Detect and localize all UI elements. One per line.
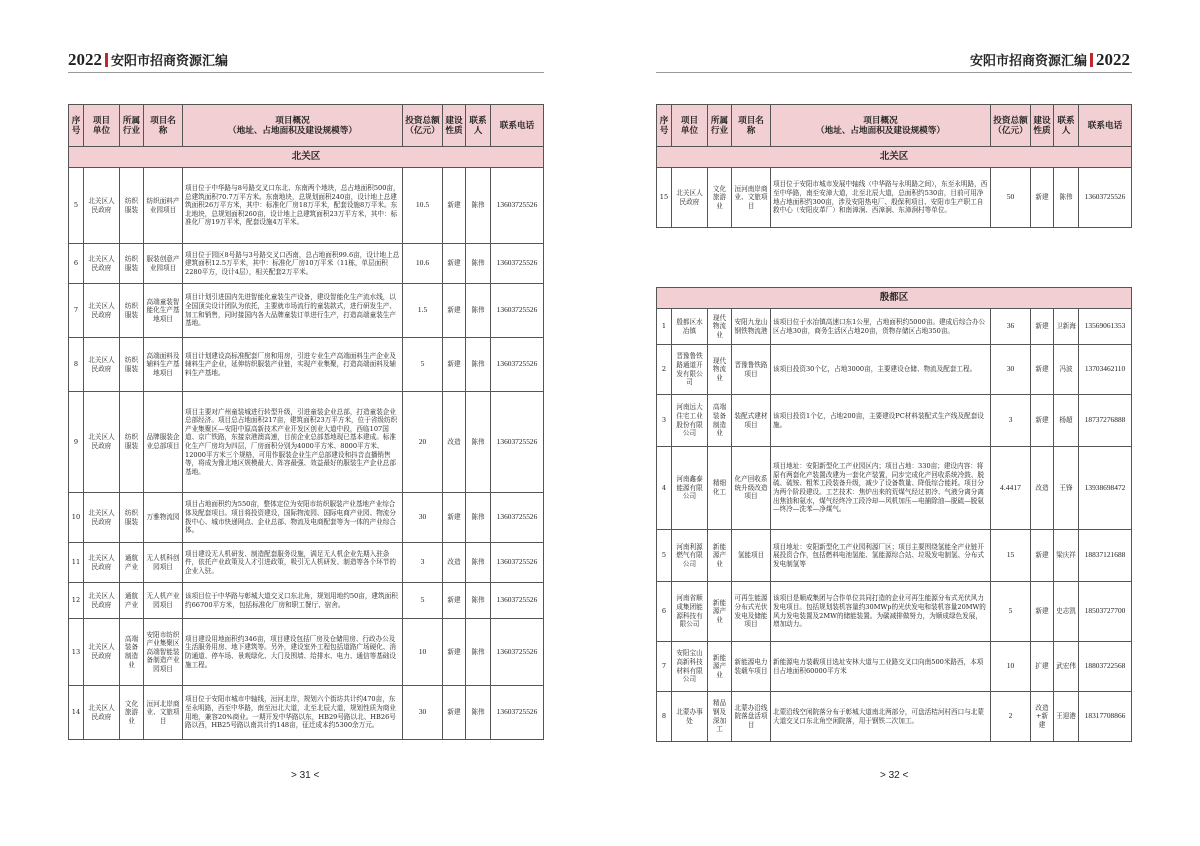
row-industry: 文化旅游业	[708, 168, 732, 228]
row-industry: 纺织服装	[120, 168, 144, 244]
row-unit: 安阳宝山高新科技材料有限公司	[672, 642, 708, 692]
row-industry: 纺织服装	[120, 244, 144, 284]
table-row	[69, 284, 544, 338]
row-nature: 新建	[1031, 395, 1054, 447]
row-investment: 10.6	[403, 244, 443, 284]
row-seq: 4	[657, 447, 672, 530]
col-seq-header: 序 号	[69, 105, 84, 147]
row-investment: 20	[403, 392, 443, 493]
right-header-year: 2022	[1096, 50, 1130, 69]
row-nature: 新建	[1031, 309, 1054, 345]
row-phone: 13603725526	[491, 338, 544, 392]
row-contact: 陈伟	[466, 338, 491, 392]
row-unit: 殷都区水冶镇	[672, 309, 708, 345]
col-industry-header: 所属 行业	[708, 105, 732, 147]
row-project-name: 安阳九龙山钢铁物流港	[732, 309, 771, 345]
row-seq: 11	[69, 543, 84, 583]
row-nature: 新建	[443, 338, 466, 392]
row-investment: 10	[991, 642, 1031, 692]
row-phone: 13603725526	[491, 543, 544, 583]
row-description: 项目建设用地面积约346亩，项目建设包括厂房及仓储用房、行政办公及生活服务用房、地下建筑等。另外，建设室外工程包括道路广场硬化、消防通道、停车场、景观绿化、大门及围墙、给排水、电力、通信等基础设施工程。	[183, 619, 403, 686]
row-contact: 陈伟	[466, 244, 491, 284]
col-phone-header: 联系电话	[491, 105, 544, 147]
col-contact-header: 联系人	[466, 105, 491, 147]
section-row	[69, 147, 544, 168]
row-description: 该项目投资1个亿，占地200亩，主要建设PC材料装配式生产线及配套设施。	[771, 395, 991, 447]
row-unit: 北关区人民政府	[84, 168, 120, 244]
table-row	[69, 168, 544, 244]
row-investment: 30	[991, 345, 1031, 395]
table-row	[69, 619, 544, 686]
row-industry: 现代物流业	[708, 309, 732, 345]
row-phone: 13603725526	[491, 619, 544, 686]
row-industry: 精品钢及深加工	[708, 692, 732, 742]
row-seq: 12	[69, 583, 84, 619]
row-nature: 新建	[443, 583, 466, 619]
table-row	[69, 338, 544, 392]
row-investment: 5	[991, 582, 1031, 642]
row-unit: 河南省顺成集团能源科技有限公司	[672, 582, 708, 642]
row-phone: 18503727700	[1079, 582, 1132, 642]
row-nature: 改造+新建	[1031, 692, 1054, 742]
row-seq: 8	[69, 338, 84, 392]
row-description: 项目位于中华路与8号路交叉口东北、东南两个地块，总占地面积500亩，总建筑面积70.7万平方米。东南地块，总规划面积240亩，设计地上总建筑面积26万平方米，其中：标准化厂房18万平米，配套设施8万平米。东北地块，总规划面积260亩，设计地上总建筑面积23万平方米，其中：标准化厂房19万平米，配套设施4万平米。	[183, 168, 403, 244]
row-project-name: 安阳市纺织产业集聚区高端智能装备制造产业园项目	[144, 619, 183, 686]
col-nature-header: 建设 性质	[1031, 105, 1054, 147]
row-unit: 河南鑫泰能源有限公司	[672, 447, 708, 530]
col-name-header: 项目名称	[732, 105, 771, 147]
row-nature: 新建	[1031, 168, 1054, 228]
row-description: 该项目投资30个亿，占地3000亩，主要建设仓储、物流及配套工程。	[771, 345, 991, 395]
row-investment: 2	[991, 692, 1031, 742]
table-header-row	[69, 105, 544, 147]
table-row	[69, 392, 544, 493]
row-unit: 北关区人民政府	[84, 392, 120, 493]
row-contact: 陈伟	[466, 392, 491, 493]
row-investment: 15	[991, 530, 1031, 582]
header-divider	[105, 53, 108, 67]
row-project-name: 装配式建材项目	[732, 395, 771, 447]
col-seq-header: 序 号	[657, 105, 672, 147]
row-contact: 陈伟	[466, 619, 491, 686]
row-project-name: 化产回收系统升级改造项目	[732, 447, 771, 530]
row-phone: 18803722568	[1079, 642, 1132, 692]
row-project-name: 氢能项目	[732, 530, 771, 582]
row-contact: 陈伟	[466, 543, 491, 583]
row-description: 项目计划引进国内先进智能化童装生产设备，建设智能化生产流水线，以全国顶尖设计团队为依托，主要就市场流行的童装款式，进行研发生产、加工和销售，同时接国内各大品牌童装订单进行生产，打造高端童装生产基地。	[183, 284, 403, 338]
col-unit-header: 项目 单位	[672, 105, 708, 147]
col-name-header: 项目名称	[144, 105, 183, 147]
row-phone: 13603725526	[491, 284, 544, 338]
row-phone: 13938698472	[1079, 447, 1132, 530]
row-contact: 陈伟	[1054, 168, 1079, 228]
row-project-name: 品牌服装企业总部项目	[144, 392, 183, 493]
row-seq: 10	[69, 493, 84, 543]
row-phone: 18317708866	[1079, 692, 1132, 742]
row-description: 项目主要对广州童装城进行转型升级，引进童装企业总部，打造童装企业总部经济。项目总占地面积217亩，建筑面积23万平方米，位于省级纺织产业集聚区—安阳中原高新技术产业开发区创业大道中段，西临107国道、京广铁路，东接京港澳高速，目前企业总部基地现已基本建成。标准化生产厂房均为四层，厂房面积分别为4000平方米、8000平方米、12000平方米三个规格，可用作服装企业生产总部建设和抖音直播销售等，将成为豫北地区规模最大、阵容最强、效益最好的服装生产企业总部基地。	[183, 392, 403, 493]
col-desc-header: 项目概况 （地址、占地面积及建设规模等）	[183, 105, 403, 147]
row-industry: 精细化工	[708, 447, 732, 530]
row-investment: 5	[403, 583, 443, 619]
row-unit: 北关区人民政府	[84, 338, 120, 392]
table-header-row	[657, 105, 1132, 147]
row-nature: 新建	[443, 686, 466, 740]
section-title: 殷都区	[657, 288, 1132, 309]
row-project-name: 服装创意产业园项目	[144, 244, 183, 284]
table-row	[657, 642, 1132, 692]
row-unit: 北关区人民政府	[84, 284, 120, 338]
row-nature: 新建	[443, 619, 466, 686]
table-row	[657, 309, 1132, 345]
row-phone: 13569061353	[1079, 309, 1132, 345]
row-investment: 5	[403, 338, 443, 392]
row-seq: 14	[69, 686, 84, 740]
row-investment: 10	[403, 619, 443, 686]
row-unit: 北关区人民政府	[84, 493, 120, 543]
col-unit-header: 项目 单位	[84, 105, 120, 147]
right-top-project-table	[656, 104, 1132, 228]
section-title: 北关区	[657, 147, 1132, 168]
row-seq: 15	[657, 168, 672, 228]
row-nature: 改造	[443, 392, 466, 493]
left-running-header	[68, 50, 228, 70]
row-contact: 陈伟	[466, 168, 491, 244]
row-description: 项目位于园区8号路与3号路交叉口西南，总占地面积99.6亩，设计地上总建筑面积12.5万平米，其中：标准化厂房10万平米（11栋，单层面积2280平方，设计4层），相关配套2万平米。	[183, 244, 403, 284]
row-seq: 6	[69, 244, 84, 284]
row-description: 该项目位于中华路与彰城大道交叉口东北角，规划用地约50亩，建筑面积约66700平方米，包括标准化厂房和职工餐厅、宿舍。	[183, 583, 403, 619]
row-unit: 北关区人民政府	[84, 543, 120, 583]
right-header-rule	[656, 72, 1132, 73]
row-investment: 3	[991, 395, 1031, 447]
row-description: 项目位于安阳市城市中轴线，洹河北岸，规划六个街坊共计约470亩，东至永明路，西至中华路，南至洹北大道，北至北辰大道，规划性质为商业用地，兼容20%商业。一期开发中华路以东，HB29号路以北、HB26号路以西，HB25号路以南共计约148亩，征迁成本约5300余万元。	[183, 686, 403, 740]
row-investment: 36	[991, 309, 1031, 345]
row-seq: 6	[657, 582, 672, 642]
row-contact: 王锋	[1054, 447, 1079, 530]
row-contact: 陈伟	[466, 583, 491, 619]
row-contact: 杨超	[1054, 395, 1079, 447]
row-project-name: 可再生能源分布式光伏发电及储能项目	[732, 582, 771, 642]
row-nature: 新建	[443, 493, 466, 543]
table-row	[657, 530, 1132, 582]
table-row	[657, 395, 1132, 447]
left-header-rule	[68, 72, 544, 73]
row-seq: 9	[69, 392, 84, 493]
table-row	[657, 692, 1132, 742]
row-industry: 新能源产业	[708, 582, 732, 642]
left-header-year: 2022	[68, 50, 102, 69]
row-contact: 王迎港	[1054, 692, 1079, 742]
table-row	[69, 244, 544, 284]
section-row	[657, 147, 1132, 168]
row-phone: 13603725526	[1079, 168, 1132, 228]
row-description: 项目地址：安阳新型化工产业园利源厂区；项目主要围绕氢能全产业链开展投资合作，包括燃料电池氢能、氢能源综合站、垃圾发电制氢、分布式发电制氢等	[771, 530, 991, 582]
col-invest-header: 投资总额 （亿元）	[403, 105, 443, 147]
row-phone: 13603725526	[491, 244, 544, 284]
row-nature: 新建	[443, 284, 466, 338]
row-phone: 13603725526	[491, 168, 544, 244]
row-description: 该项目是顺成集团与合作单位共同打造的企业可再生能源分布式光伏风力发电项目。包括规划装机容量约30MWp的光伏发电和装机容量20MW的风力发电装置及2MW的储能装置。为碳减排做努力，为顺成绿色发展，增加动力。	[771, 582, 991, 642]
row-description: 项目位于安阳市城市发展中轴线（中华路与永明路之间），东至永明路，西至中华路，南至安漳大道，北至北辰大道，总面积约530亩，目前可用净地占地面积约300亩，涉及安阳热电厂、殷保利项目、安阳市生产职工自救中心（安阳皮革厂）和南漳涧、西漳涧、东漳涧村等单位。	[771, 168, 991, 228]
row-contact: 陈伟	[466, 284, 491, 338]
row-contact: 陈伟	[466, 493, 491, 543]
row-seq: 7	[69, 284, 84, 338]
row-investment: 4.4417	[991, 447, 1031, 530]
row-contact: 武宏伟	[1054, 642, 1079, 692]
row-nature: 新建	[1031, 582, 1054, 642]
table-row	[69, 493, 544, 543]
row-nature: 新建	[1031, 345, 1054, 395]
row-description: 北蒙沿线空闲院落分布于彰城大道南北两部分，可盘活桔河村西口与北蒙大道交叉口东北角空闲院落，用于钢铁二次加工。	[771, 692, 991, 742]
row-seq: 5	[657, 530, 672, 582]
row-nature: 新建	[1031, 530, 1054, 582]
row-description: 项目地址：安阳新型化工产业园区内；项目占地：330亩；建设内容：将原有两套化产装置改建为一套化产装置，同步完成化产回收系统冷鼓、脱硫、硫铵、粗苯工段装备升级，减少了设备数量、降低综合能耗。项目分为两个阶段建设。工艺技术：焦炉出来的荒煤气经过初冷、气液分离分离出焦油和氨水，煤气经终冷工段冷却—风机加压—电捕除油—脱硫—脱氨—终冷—洗苯—净煤气。	[771, 447, 991, 530]
left-header-title: 安阳市招商资源汇编	[111, 54, 229, 69]
section-title: 北关区	[69, 147, 544, 168]
row-nature: 改造	[443, 543, 466, 583]
row-project-name: 高端童装智能化生产基地项目	[144, 284, 183, 338]
table-row	[657, 168, 1132, 228]
row-industry: 新能源产业	[708, 530, 732, 582]
row-investment: 30	[403, 493, 443, 543]
row-investment: 3	[403, 543, 443, 583]
row-investment: 10.5	[403, 168, 443, 244]
row-phone: 13703462110	[1079, 345, 1132, 395]
row-industry: 文化旅游业	[120, 686, 144, 740]
row-unit: 北关区人民政府	[84, 583, 120, 619]
row-description: 项目占地面积约为550亩，整体定位为安阳市纺织服装产业基地产业综合体及配套项目。项目将投资建设，国际物流园、国际电商产业园、物流分拨中心、城市快递网点、企业总部、物流及电商配套等为一体的产业综合体。	[183, 493, 403, 543]
row-phone: 18737276888	[1079, 395, 1132, 447]
left-page-number: > 31 <	[291, 770, 320, 781]
row-investment: 30	[403, 686, 443, 740]
row-project-name: 洹河北岸商业、文旅项目	[144, 686, 183, 740]
row-industry: 纺织服装	[120, 392, 144, 493]
row-phone: 13603725526	[491, 583, 544, 619]
row-phone: 13603725526	[491, 392, 544, 493]
row-project-name: 高端面料及辅料生产基地项目	[144, 338, 183, 392]
row-industry: 高端装备制造业	[708, 395, 732, 447]
row-unit: 河南利源燃气有限公司	[672, 530, 708, 582]
row-phone: 18837121688	[1079, 530, 1132, 582]
row-industry: 高端装备制造业	[120, 619, 144, 686]
row-seq: 8	[657, 692, 672, 742]
row-project-name: 纺织面料产业园项目	[144, 168, 183, 244]
row-description: 新能源电力装载项目选址安林大道与工业路交叉口向南500米路西，本项目占地面积60000平方米	[771, 642, 991, 692]
row-industry: 纺织服装	[120, 493, 144, 543]
row-seq: 3	[657, 395, 672, 447]
row-unit: 北关区人民政府	[84, 686, 120, 740]
row-contact: 陈伟	[466, 686, 491, 740]
row-project-name: 新能源电力装载车项目	[732, 642, 771, 692]
table-row	[69, 583, 544, 619]
header-divider	[1090, 53, 1093, 67]
row-phone: 13603725526	[491, 686, 544, 740]
row-seq: 7	[657, 642, 672, 692]
right-bottom-project-table	[656, 287, 1132, 742]
row-industry: 通航产业	[120, 583, 144, 619]
table-row	[657, 447, 1132, 530]
right-running-header	[970, 50, 1130, 70]
row-seq: 13	[69, 619, 84, 686]
row-nature: 新建	[443, 168, 466, 244]
row-investment: 1.5	[403, 284, 443, 338]
col-phone-header: 联系电话	[1079, 105, 1132, 147]
col-nature-header: 建设 性质	[443, 105, 466, 147]
row-industry: 纺织服装	[120, 284, 144, 338]
row-unit: 晋豫鲁铁路通道开发有限公司	[672, 345, 708, 395]
row-nature: 新建	[443, 244, 466, 284]
row-description: 该项目位于水冶镇高速口东1公里，占地面积约5000亩。建成后综合办公区占地30亩，商务生活区占地20亩，货物存储区占地350亩。	[771, 309, 991, 345]
row-description: 项目建设无人机研发、制造配套服务设施，满足无人机企业先期入驻条件，依托产业政策及人才引进政策，吸引无人机研发、制造等各个环节的企业入驻。	[183, 543, 403, 583]
row-project-name: 晋豫鲁铁路项目	[732, 345, 771, 395]
left-project-table	[68, 104, 544, 740]
row-contact: 梁庆祥	[1054, 530, 1079, 582]
col-invest-header: 投资总额 （亿元）	[991, 105, 1031, 147]
col-industry-header: 所属 行业	[120, 105, 144, 147]
row-contact: 冯波	[1054, 345, 1079, 395]
row-industry: 新能源产业	[708, 642, 732, 692]
row-nature: 扩建	[1031, 642, 1054, 692]
right-page-number: > 32 <	[880, 770, 909, 781]
row-seq: 5	[69, 168, 84, 244]
row-project-name: 无人机产业园项目	[144, 583, 183, 619]
row-seq: 1	[657, 309, 672, 345]
table-row	[69, 686, 544, 740]
row-investment: 50	[991, 168, 1031, 228]
row-description: 项目计划建设高标准配套厂房和用房，引进专业生产高端面料生产企业及辅料生产企业，延伸纺织服装产业链，实现产业集聚，打造高端面料及辅料生产基地。	[183, 338, 403, 392]
col-contact-header: 联系人	[1054, 105, 1079, 147]
row-contact: 史志凯	[1054, 582, 1079, 642]
right-header-title: 安阳市招商资源汇编	[969, 54, 1087, 69]
row-unit: 北关区人民政府	[672, 168, 708, 228]
row-contact: 卫新海	[1054, 309, 1079, 345]
row-unit: 河南远大住宅工业股份有限公司	[672, 395, 708, 447]
row-seq: 2	[657, 345, 672, 395]
row-project-name: 北蒙办沿线院落盘活项目	[732, 692, 771, 742]
row-project-name: 洹河南岸商业、文旅项目	[732, 168, 771, 228]
row-unit: 北蒙办事处	[672, 692, 708, 742]
row-nature: 改造	[1031, 447, 1054, 530]
row-industry: 纺织服装	[120, 338, 144, 392]
row-industry: 通航产业	[120, 543, 144, 583]
row-industry: 现代物流业	[708, 345, 732, 395]
row-unit: 北关区人民政府	[84, 619, 120, 686]
section-row	[657, 288, 1132, 309]
row-project-name: 无人机科创园项目	[144, 543, 183, 583]
row-phone: 13603725526	[491, 493, 544, 543]
table-row	[657, 582, 1132, 642]
table-row	[69, 543, 544, 583]
row-project-name: 万雅物流园	[144, 493, 183, 543]
row-unit: 北关区人民政府	[84, 244, 120, 284]
table-row	[657, 345, 1132, 395]
col-desc-header: 项目概况 （地址、占地面积及建设规模等）	[771, 105, 991, 147]
